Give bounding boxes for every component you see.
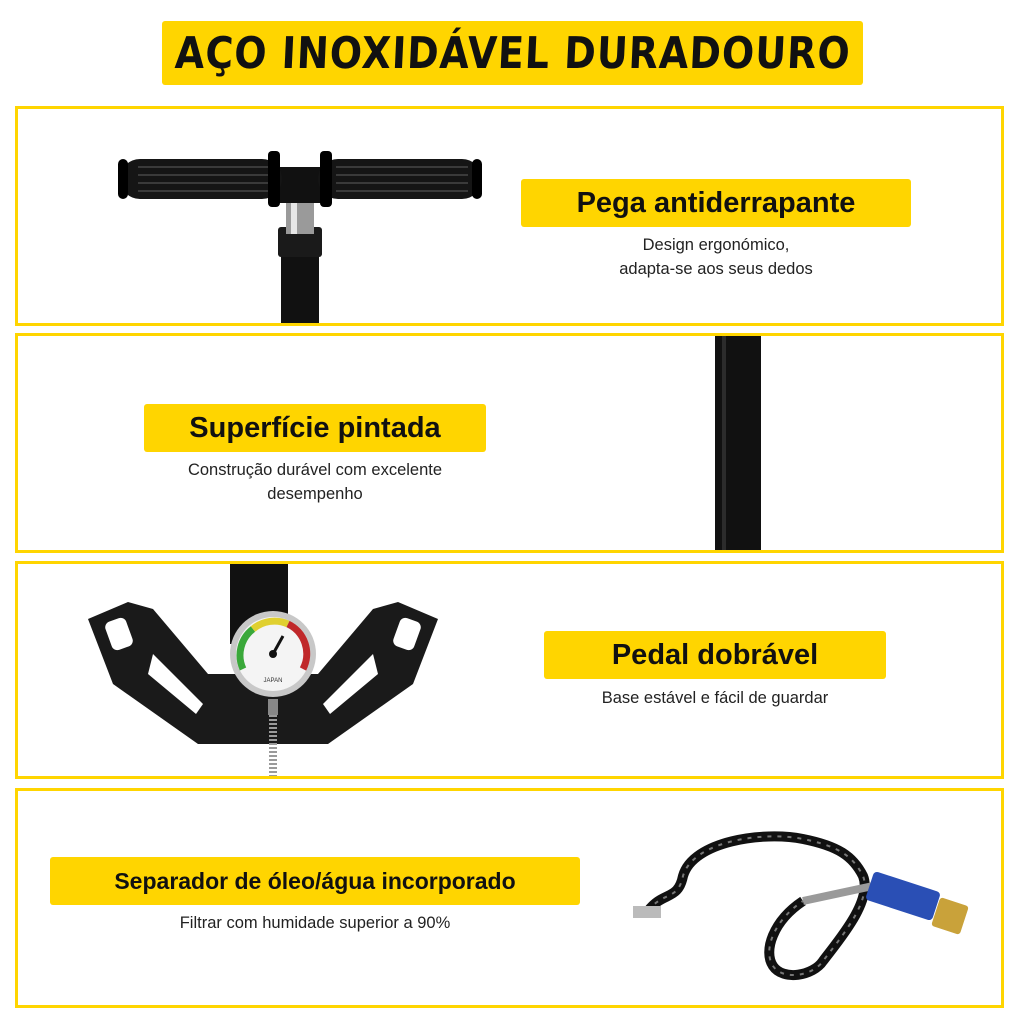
feature-panel-handle xyxy=(15,106,1004,326)
feature-heading-pedal: Pedal dobrável xyxy=(544,631,886,679)
feature-panel-pedal xyxy=(15,561,1004,779)
hose-separator-image xyxy=(623,791,983,1008)
feature-description-pedal xyxy=(544,686,886,710)
feature-description-line: Construção durável com excelente xyxy=(187,461,443,479)
pedal-gauge-image xyxy=(78,564,478,779)
title-banner xyxy=(162,21,863,85)
feature-description-line: adapta-se aos seus dedos xyxy=(619,260,813,278)
handle-image xyxy=(108,109,508,326)
feature-heading-surface: Superfície pintada xyxy=(144,404,486,452)
feature-description-line: desempenho xyxy=(267,485,363,503)
feature-heading-handle: Pega antiderrapante xyxy=(521,179,911,227)
feature-heading-separator: Separador de óleo/água incorporado xyxy=(50,857,580,905)
feature-panel-surface xyxy=(15,333,1004,553)
gauge-brand-text: JAPAN xyxy=(263,678,283,684)
painted-tube-image xyxy=(708,336,768,553)
feature-description-separator xyxy=(50,911,580,935)
feature-description-handle xyxy=(521,233,911,281)
feature-description-surface xyxy=(144,458,486,506)
feature-description-line: Base estável e fácil de guardar xyxy=(601,689,829,707)
page-title: AÇO INOXIDÁVEL DURADOURO xyxy=(173,27,852,79)
feature-description-line: Filtrar com humidade superior a 90% xyxy=(179,914,451,932)
feature-description-line: Design ergonómico, xyxy=(642,236,790,254)
feature-panel-separator xyxy=(15,788,1004,1008)
